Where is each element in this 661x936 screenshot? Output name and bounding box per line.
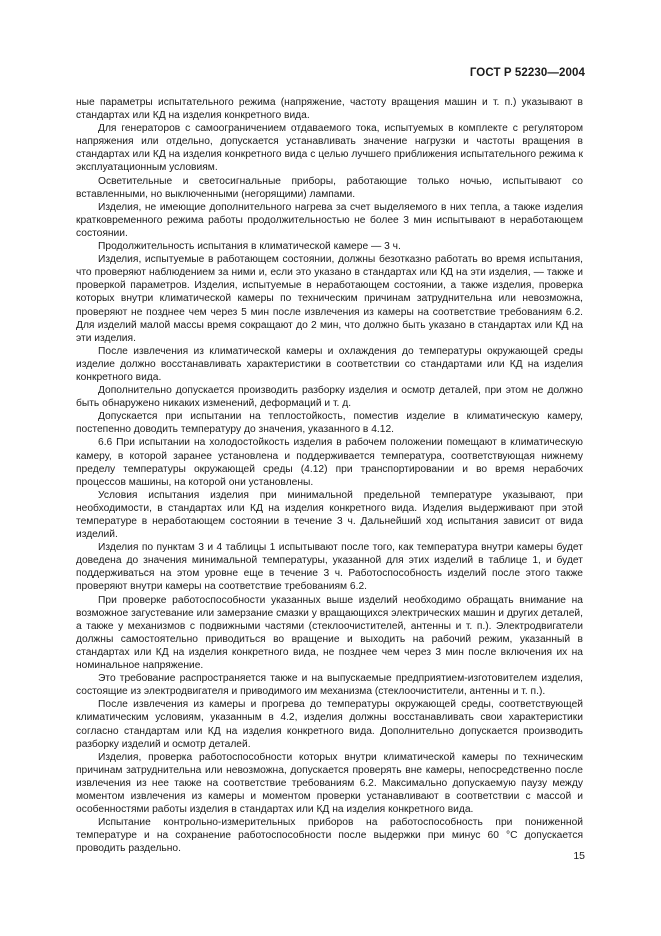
paragraph: После извлечения из камеры и прогрева до температуры окружающей среды, соответствующей климатическим условиям, указанным в 4.2, изделия должны восстанавливать свои характеристики согласно стандартам или КД на изделия конкретного вида. Дополнительно допускается производить разборку изделий и осмотр деталей.	[76, 699, 583, 750]
paragraph: ные параметры испытательного режима (напряжение, частоту вращения машин и т. п.) указывают в стандартах или КД на изделия конкретного вида.	[76, 97, 583, 122]
paragraph: Изделия по пунктам 3 и 4 таблицы 1 испытывают после того, как температура внутри камеры будет доведена до значения минимальной температуры, указанной для этих изделий в таблице 1, и будет поддерживаться на этом уровне еще в течение 3 ч. Работоспособность изделий после этого также проверяют внутри камеры на соответствие требованиям 6.2.	[76, 542, 583, 593]
paragraph: Изделия, проверка работоспособности которых внутри климатической камеры по техническим причинам затруднительна или невозможна, допускается проверять вне камеры, непосредственно после извлечения из нее также на соответствие требованиям 6.2. Максимально допускаемую паузу между моментом извлечения из камеры и моментом проверки устанавливают в соответствии с массой и особенностями работы изделия в стандартах или КД на изделия конкретного вида.	[76, 751, 583, 816]
paragraph: Это требование распространяется также и на выпускаемые предприятием-изготовителем изделия, состоящие из электродвигателя и приводимого им механизма (стеклоочистители, антенны и т. п.).	[76, 673, 583, 698]
paragraph: Для генераторов с самоограничением отдаваемого тока, испытуемых в комплекте с регулятором напряжения или отдельно, допускается устанавливать значение нагрузки и частоты вращения в стандартах или КД на изделия конкретного вида с целью лучшего приближения испытательного режима к эксплуатационным условиям.	[76, 123, 583, 174]
document-body	[76, 96, 583, 855]
paragraph: Допускается при испытании на теплостойкость, поместив изделие в климатическую камеру, постепенно доводить температуру до значения, указанного в 4.12.	[76, 411, 583, 436]
paragraph: При проверке работоспособности указанных выше изделий необходимо обращать внимание на возможное загустевание или замерзание смазки у вращающихся электрических машин и других деталей, а также у механизмов с подвижными частями (стеклоочистителей, антенны и т. п.). Электродвигатели должны самостоятельно приводиться во вращение и выходить на рабочий режим, указанный в стандартах или КД на изделия конкретного вида, не позднее чем через 3 мин после включения их на номинальное напряжение.	[76, 594, 583, 672]
paragraph: Испытание контрольно-измерительных приборов на работоспособность при пониженной температуре и на сохранение работоспособности после выдержки при минус 60 °С допускается проводить раздельно.	[76, 817, 583, 855]
paragraph: Дополнительно допускается производить разборку изделия и осмотр деталей, при этом не должно быть обнаружено никаких изменений, деформаций и т. д.	[76, 385, 583, 410]
paragraph: После извлечения из климатической камеры и охлаждения до температуры окружающей среды изделие должно восстанавливать характеристики в соответствии со стандартами или КД на изделия конкретного вида.	[76, 345, 583, 383]
paragraph: Продолжительность испытания в климатической камере — 3 ч.	[98, 241, 401, 253]
paragraph: Условия испытания изделия при минимальной предельной температуре указывают, при необходимости, в стандартах или КД на изделия конкретного вида. Изделия выдерживают при этой температуре в неработающем состоянии в течение 3 ч. Дальнейший ход испытания зависит от вида изделий.	[76, 489, 583, 541]
paragraph: Осветительные и светосигнальные приборы, работающие только ночью, испытывают со вставленными, но выключенными (негорящими) лампами.	[76, 175, 583, 200]
section-6-6-paragraph: 6.6 При испытании на холодостойкость изделия в рабочем положении помещают в климатическую камеру, в которой заранее установлена и поддерживается температура, соответствующая нижнему пределу температуры окружающей среды (4.12) при транспортировании и во время нерабочих процессов машины, на которой они установлены.	[76, 437, 583, 488]
paragraph: Изделия, не имеющие дополнительного нагрева за счет выделяемого в них тепла, а также изделия кратковременного режима работы продолжительностью не более 3 мин испытывают в неработающем состоянии.	[76, 201, 583, 239]
standard-header: ГОСТ Р 52230—2004	[469, 67, 585, 79]
paragraph: Изделия, испытуемые в работающем состоянии, должны безотказно работать во время испытания, что проверяют наблюдением за ними и, если это указано в стандартах или КД на эти изделия, — также и проверкой параметров. Изделия, испытуемые в неработающем состоянии, а также изделия, проверка которых внутри климатической камеры по техническим причинам затруднительна или невозможна, проверяют не позднее чем через 5 мин после извлечения из камеры на соответствие требованиям 6.2. Для изделий малой массы время сокращают до 2 мин, что должно быть указано в стандартах или КД на эти изделия.	[76, 254, 583, 344]
page-number: 15	[573, 850, 585, 862]
